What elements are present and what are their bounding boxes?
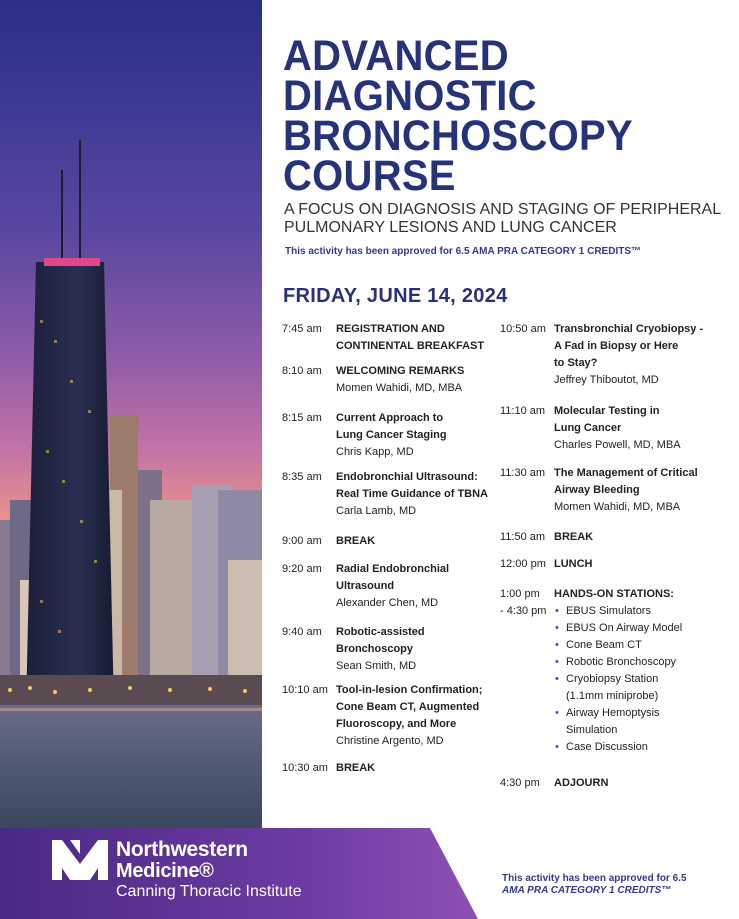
schedule-title: WELCOMING REMARKS [336, 365, 465, 377]
hands-on-item [500, 586, 725, 775]
schedule-left-column [282, 321, 492, 780]
station-item: • Airway Hemoptysis Simulation [554, 705, 725, 739]
schedule-item [500, 465, 725, 529]
subtitle-line: PULMONARY LESIONS AND LUNG CANCER [284, 219, 617, 236]
schedule-speaker: Momen Wahidi, MD, MBA [336, 382, 463, 394]
schedule-time: 8:15 am [282, 412, 322, 424]
schedule-title: REGISTRATION AND CONTINENTAL BREAKFAST [336, 323, 485, 352]
logo-text-northwestern: Northwestern [116, 838, 248, 861]
station-item: • EBUS On Airway Model [554, 620, 725, 637]
schedule-time: 9:40 am [282, 626, 322, 638]
schedule-time: 7:45 am [282, 323, 322, 335]
schedule-time: 10:30 am [282, 762, 328, 774]
schedule-speaker: Christine Argento, MD [336, 735, 444, 747]
station-item: • Cone Beam CT [554, 637, 725, 654]
logo-text-institute: Canning Thoracic Institute [116, 883, 302, 900]
schedule-time: 11:50 am [500, 531, 546, 543]
schedule-title: Robotic-assisted Bronchoscopy [336, 626, 425, 655]
title-line: DIAGNOSTIC [283, 72, 537, 120]
hands-on-title: HANDS-ON STATIONS: [554, 588, 674, 600]
schedule-speaker: Alexander Chen, MD [336, 597, 439, 609]
station-item: • Case Discussion [554, 739, 725, 756]
credits-statement-top: This activity has been approved for 6.5 AMA PRA CATEGORY 1 CREDITS™ [285, 246, 641, 257]
credits-bottom-line: This activity has been approved for 6.5 [502, 873, 687, 884]
schedule-time: 12:00 pm [500, 558, 546, 570]
schedule-time: 8:35 am [282, 471, 322, 483]
schedule-speaker: Charles Powell, MD, MBA [554, 439, 681, 451]
skyline-illustration [0, 0, 262, 828]
schedule-item [500, 321, 725, 403]
schedule-title: Radial Endobronchial Ultrasound [336, 563, 450, 592]
event-date: FRIDAY, JUNE 14, 2024 [283, 285, 508, 307]
schedule-item [500, 403, 725, 465]
hands-on-time [500, 586, 554, 775]
schedule-time: 9:00 am [282, 535, 322, 547]
schedule-item [282, 760, 492, 780]
course-title [283, 32, 692, 200]
schedule-item [282, 561, 492, 624]
schedule-time: 9:20 am [282, 563, 322, 575]
schedule-item [282, 363, 492, 410]
schedule-title: Molecular Testing in Lung Cancer [554, 405, 660, 434]
schedule-item [500, 556, 725, 586]
schedule-item [282, 682, 492, 760]
skyline-photo [0, 0, 262, 828]
schedule-title: BREAK [336, 535, 376, 547]
credits-bottom-italic: AMA PRA CATEGORY 1 CREDITS™ [502, 885, 672, 896]
station-item: • Robotic Bronchoscopy [554, 654, 725, 671]
schedule-title: LUNCH [554, 558, 593, 570]
schedule-title: Transbronchial Cryobiopsy - A Fad in Biopsy or Here to Stay? [554, 323, 704, 369]
schedule-item [500, 775, 725, 792]
schedule-item [282, 469, 492, 533]
hands-on-time-end: - 4:30 pm [500, 605, 547, 617]
credits-bottom-line [502, 885, 722, 897]
hands-on-time-start: 1:00 pm [500, 588, 540, 600]
schedule-title: ADJOURN [554, 777, 609, 789]
schedule-title: The Management of Critical Airway Bleeding [554, 467, 698, 496]
course-subtitle [284, 201, 724, 237]
schedule-time: 4:30 pm [500, 777, 540, 789]
schedule-speaker: Momen Wahidi, MD, MBA [554, 501, 681, 513]
logo-text-medicine: Medicine® [116, 860, 214, 882]
schedule-speaker: Sean Smith, MD [336, 660, 417, 672]
schedule-title: Current Approach to Lung Cancer Staging [336, 412, 447, 441]
hands-on-stations [554, 603, 725, 756]
schedule-title: BREAK [554, 531, 594, 543]
schedule-item [282, 321, 492, 363]
schedule-title: BREAK [336, 762, 376, 774]
schedule-time: 11:30 am [500, 467, 546, 479]
schedule-item [282, 624, 492, 682]
title-line: BRONCHOSCOPY [283, 112, 633, 160]
subtitle-line: A FOCUS ON DIAGNOSIS AND STAGING OF PERIPHERAL [284, 201, 722, 218]
schedule-item [500, 529, 725, 556]
schedule-speaker: Jeffrey Thiboutot, MD [554, 374, 659, 386]
schedule-item [282, 410, 492, 469]
schedule-speaker: Chris Kapp, MD [336, 446, 414, 458]
schedule-time: 11:10 am [500, 405, 546, 417]
schedule-item [282, 533, 492, 561]
credits-statement-bottom [502, 873, 722, 897]
schedule-time: 8:10 am [282, 365, 322, 377]
station-item: • Cryobiopsy Station (1.1mm miniprobe) [554, 671, 725, 705]
title-line: ADVANCED [283, 32, 509, 80]
schedule-speaker: Carla Lamb, MD [336, 505, 417, 517]
schedule-title: Endobronchial Ultrasound: Real Time Guidance of TBNA [336, 471, 488, 500]
station-item: • EBUS Simulators [554, 603, 725, 620]
title-line: COURSE [283, 152, 456, 200]
schedule-title: Tool-in-lesion Confirmation; Cone Beam CT, Augmented Fluoroscopy, and More [336, 684, 483, 730]
northwestern-medicine-logo [52, 836, 312, 906]
nm-logo-icon [52, 840, 108, 880]
schedule-right-column [500, 321, 725, 792]
schedule-time: 10:50 am [500, 323, 546, 335]
schedule-time: 10:10 am [282, 684, 328, 696]
